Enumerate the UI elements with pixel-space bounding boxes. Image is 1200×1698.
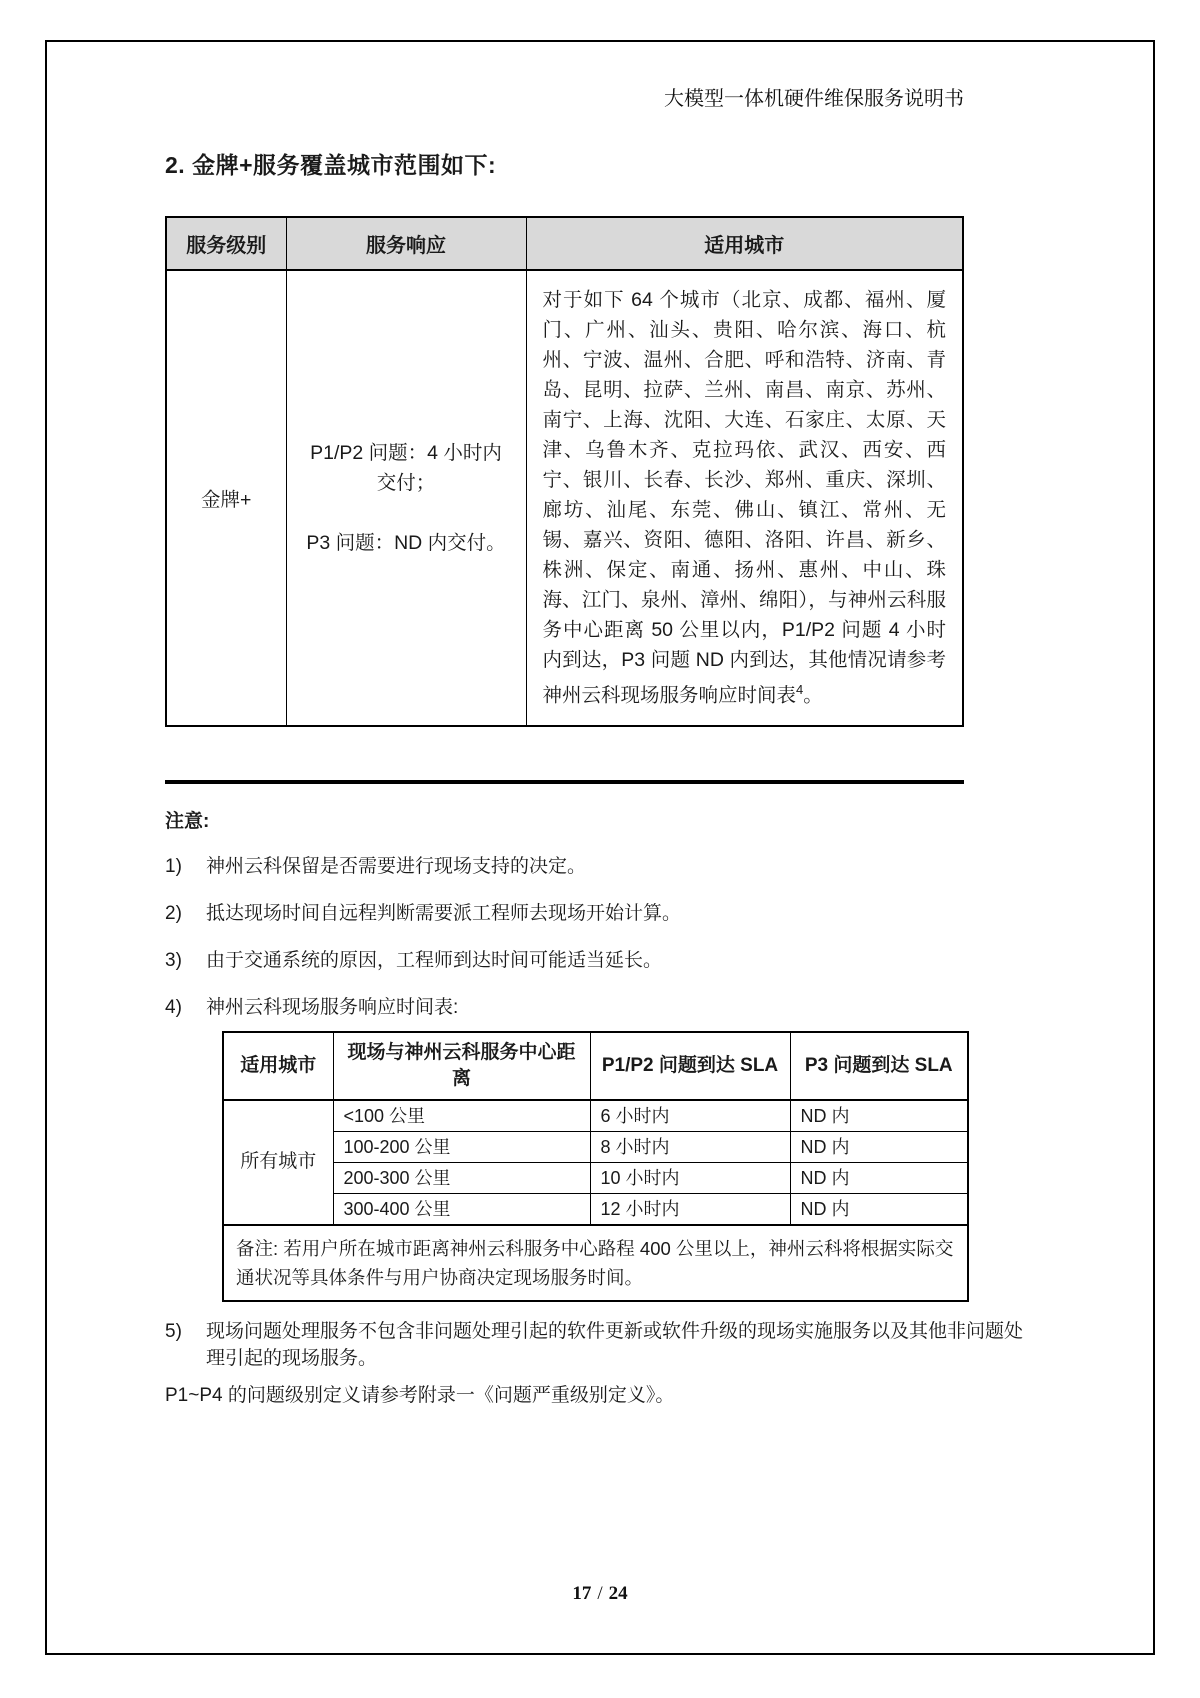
table-row xyxy=(223,1162,968,1193)
page-number xyxy=(47,1583,1153,1605)
p3-sla-cell: ND 内 xyxy=(790,1162,968,1193)
list-item-number: 4) xyxy=(165,996,182,1018)
notes-label: 注意: xyxy=(165,810,210,832)
coverage-table-header-row xyxy=(166,217,963,270)
list-item-number: 5) xyxy=(165,1320,182,1342)
list-item-text: 现场问题处理服务不包含非问题处理引起的软件更新或软件升级的现场实施服务以及其他非问题处理引起的现场服务。 xyxy=(206,1320,1024,1369)
p3-sla-cell: ND 内 xyxy=(790,1193,968,1225)
list-item-text: 神州云科保留是否需要进行现场支持的决定。 xyxy=(206,855,587,877)
coverage-header-service-level: 服务级别 xyxy=(166,217,286,270)
sla-header-distance: 现场与神州云科服务中心距离 xyxy=(333,1032,590,1100)
cities-text: 对于如下 64 个城市（北京、成都、福州、厦门、广州、汕头、贵阳、哈尔滨、海口、杭州、宁波、温州、合肥、呼和浩特、济南、青岛、昆明、拉萨、兰州、南昌、南京、苏州、南宁、上海、沈阳、大连、石家庄、太原、天津、乌鲁木齐、克拉玛依、武汉、西安、西宁、银川、长春、长沙、郑州、重庆、深圳、廊坊、汕尾、东莞、佛山、镇江、常州、无锡、嘉兴、资阳、德阳、洛阳、许昌、新乡、株洲、保定、南通、扬州、惠州、中山、珠海、江门、泉州、漳州、绵阳），与神州云科服务中心距离 50 公里以内，P1/P2 问题 4 小时内到达，P3 问题 ND 内到达，其他情况请参考神州云科现场服务响应时间表 xyxy=(542,289,946,707)
response-line-p1p2: P1/P2 问题：4 小时内交付； xyxy=(310,441,502,494)
table-row xyxy=(223,1100,968,1132)
p1p2-sla-cell: 10 小时内 xyxy=(590,1162,790,1193)
p3-sla-cell: ND 内 xyxy=(790,1131,968,1162)
list-item-number: 3) xyxy=(165,949,182,971)
table-row xyxy=(223,1131,968,1162)
list-item-1 xyxy=(165,853,1040,880)
page-number-current: 17 xyxy=(572,1583,592,1604)
table-row xyxy=(223,1193,968,1225)
service-level-cell: 金牌+ xyxy=(166,270,286,726)
list-item-text: 抵达现场时间自远程判断需要派工程师去现场开始计算。 xyxy=(206,902,682,924)
list-item-5 xyxy=(165,1318,1040,1372)
applicable-cities-cell xyxy=(526,270,963,726)
distance-cell: 300-400 公里 xyxy=(333,1193,590,1225)
distance-cell: 100-200 公里 xyxy=(333,1131,590,1162)
p1p2-sla-cell: 12 小时内 xyxy=(590,1193,790,1225)
list-item-number: 2) xyxy=(165,902,182,924)
sla-header-applicable-cities: 适用城市 xyxy=(223,1032,333,1100)
footnote-ref: 4 xyxy=(796,682,804,697)
sla-header-p1p2-sla: P1/P2 问题到达 SLA xyxy=(590,1032,790,1100)
response-line-p3: P3 问题：ND 内交付。 xyxy=(306,531,506,554)
document-header-title: 大模型一体机硬件维保服务说明书 xyxy=(664,88,964,110)
remark-cell: 备注: 若用户所在城市距离神州云科服务中心路程 400 公里以上，神州云科将根据实际交通状况等具体条件与用户协商决定现场服务时间。 xyxy=(223,1225,968,1301)
list-item-3 xyxy=(165,947,1040,974)
service-response-cell xyxy=(286,270,526,726)
p1p2-sla-cell: 8 小时内 xyxy=(590,1131,790,1162)
coverage-header-service-response: 服务响应 xyxy=(286,217,526,270)
list-item-number: 1) xyxy=(165,855,182,877)
distance-cell: 200-300 公里 xyxy=(333,1162,590,1193)
section-heading: 2. 金牌+服务覆盖城市范围如下: xyxy=(165,152,497,178)
sla-table-header-row xyxy=(223,1032,968,1100)
distance-cell: <100 公里 xyxy=(333,1100,590,1132)
remark-row xyxy=(223,1225,968,1301)
list-item-text: 由于交通系统的原因，工程师到达时间可能适当延长。 xyxy=(206,949,663,971)
page-number-separator: / xyxy=(597,1583,603,1604)
page-number-total: 24 xyxy=(608,1583,628,1604)
p3-sla-cell: ND 内 xyxy=(790,1100,968,1132)
closing-reference-line: P1~P4 的问题级别定义请参考附录一《问题严重级别定义》。 xyxy=(165,1384,675,1406)
list-item-2 xyxy=(165,900,1040,927)
section-divider xyxy=(165,780,964,784)
p1p2-sla-cell: 6 小时内 xyxy=(590,1100,790,1132)
document-page xyxy=(45,40,1155,1655)
coverage-table xyxy=(165,216,964,727)
list-item-4 xyxy=(165,994,1040,1021)
city-scope-cell: 所有城市 xyxy=(223,1100,333,1225)
coverage-header-applicable-cities: 适用城市 xyxy=(526,217,963,270)
list-item-text: 神州云科现场服务响应时间表: xyxy=(206,996,459,1018)
cities-text-suffix: 。 xyxy=(803,684,823,707)
sla-table xyxy=(222,1031,969,1302)
table-row xyxy=(166,270,963,726)
sla-header-p3-sla: P3 问题到达 SLA xyxy=(790,1032,968,1100)
